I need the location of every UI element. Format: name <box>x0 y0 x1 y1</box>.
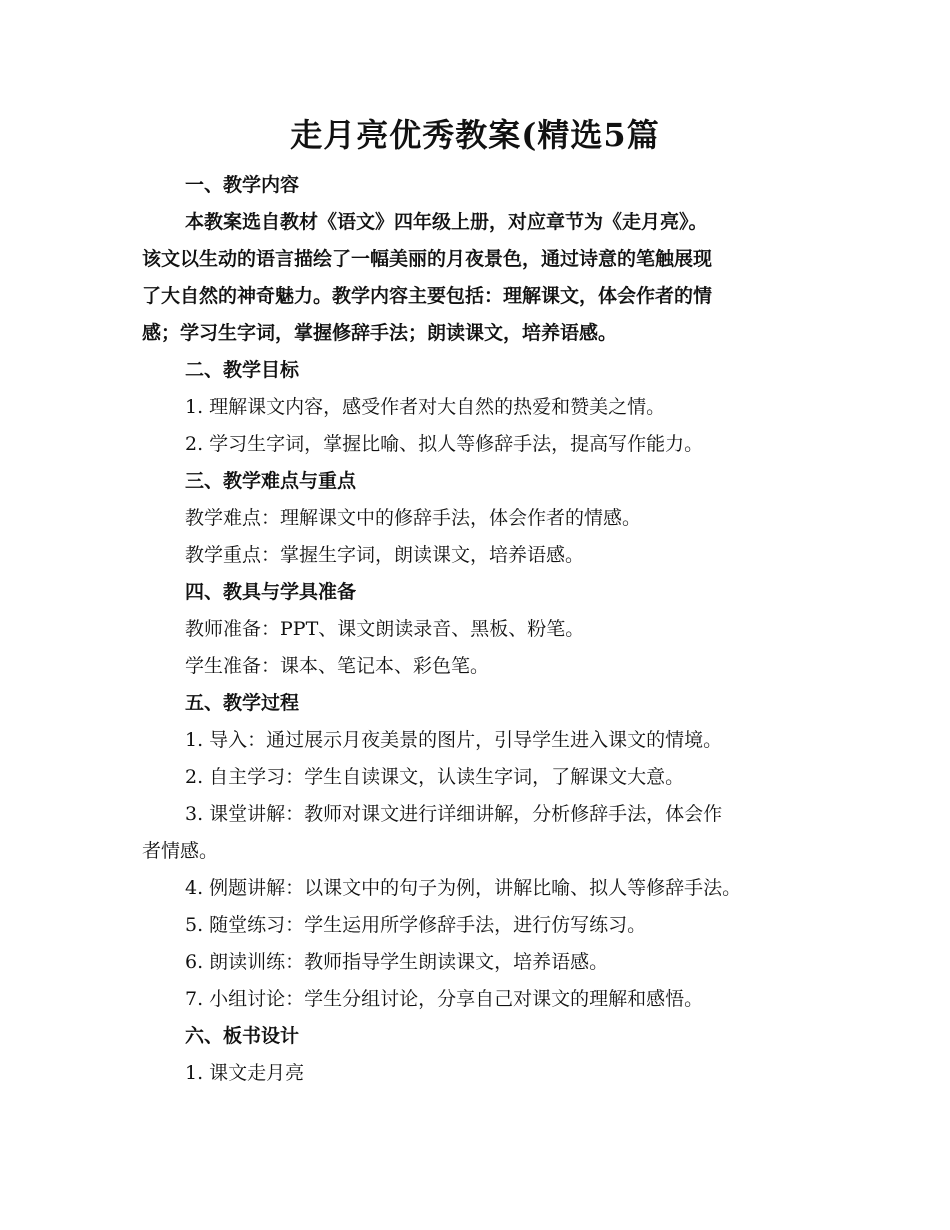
list-item: 4. 例题讲解：以课文中的句子为例，讲解比喻、拟人等修辞手法。 <box>185 877 742 899</box>
list-item-continuation: 者情感。 <box>142 840 219 862</box>
section-heading-objectives: 二、教学目标 <box>185 359 300 381</box>
list-item: 3. 课堂讲解：教师对课文进行详细讲解，分析修辞手法，体会作 <box>185 803 723 825</box>
list-item: 6. 朗读训练：教师指导学生朗读课文，培养语感。 <box>185 951 609 973</box>
document-title: 走月亮优秀教案(精选5篇 <box>290 116 660 154</box>
section-heading-materials: 四、教具与学具准备 <box>185 581 357 603</box>
section-heading-difficulties: 三、教学难点与重点 <box>185 470 357 492</box>
section-heading-board: 六、板书设计 <box>185 1025 300 1047</box>
list-item: 1. 导入：通过展示月夜美景的图片，引导学生进入课文的情境。 <box>185 729 723 751</box>
list-item: 1. 理解课文内容，感受作者对大自然的热爱和赞美之情。 <box>185 396 666 418</box>
list-item: 7. 小组讨论：学生分组讨论，分享自己对课文的理解和感悟。 <box>185 988 704 1010</box>
list-item: 2. 自主学习：学生自读课文，认读生字词，了解课文大意。 <box>185 766 685 788</box>
paragraph-line: 感；学习生字词，掌握修辞手法；朗读课文，培养语感。 <box>142 322 618 344</box>
paragraph-line: 教学难点：理解课文中的修辞手法，体会作者的情感。 <box>185 507 642 529</box>
paragraph-line: 该文以生动的语言描绘了一幅美丽的月夜景色，通过诗意的笔触展现 <box>142 248 713 270</box>
paragraph-line: 教师准备：PPT、课文朗读录音、黑板、粉笔。 <box>185 618 585 640</box>
paragraph-line: 教学重点：掌握生字词，朗读课文，培养语感。 <box>185 544 585 566</box>
list-item: 1. 课文走月亮 <box>185 1062 305 1084</box>
section-heading-process: 五、教学过程 <box>185 692 300 714</box>
list-item: 5. 随堂练习：学生运用所学修辞手法，进行仿写练习。 <box>185 914 647 936</box>
paragraph-line: 本教案选自教材《语文》四年级上册，对应章节为《走月亮》。 <box>185 211 708 233</box>
paragraph-line: 了大自然的神奇魅力。教学内容主要包括：理解课文，体会作者的情 <box>142 285 713 307</box>
list-item: 2. 学习生字词，掌握比喻、拟人等修辞手法，提高写作能力。 <box>185 433 704 455</box>
section-heading-content: 一、教学内容 <box>185 174 300 196</box>
paragraph-line: 学生准备：课本、笔记本、彩色笔。 <box>185 655 490 677</box>
